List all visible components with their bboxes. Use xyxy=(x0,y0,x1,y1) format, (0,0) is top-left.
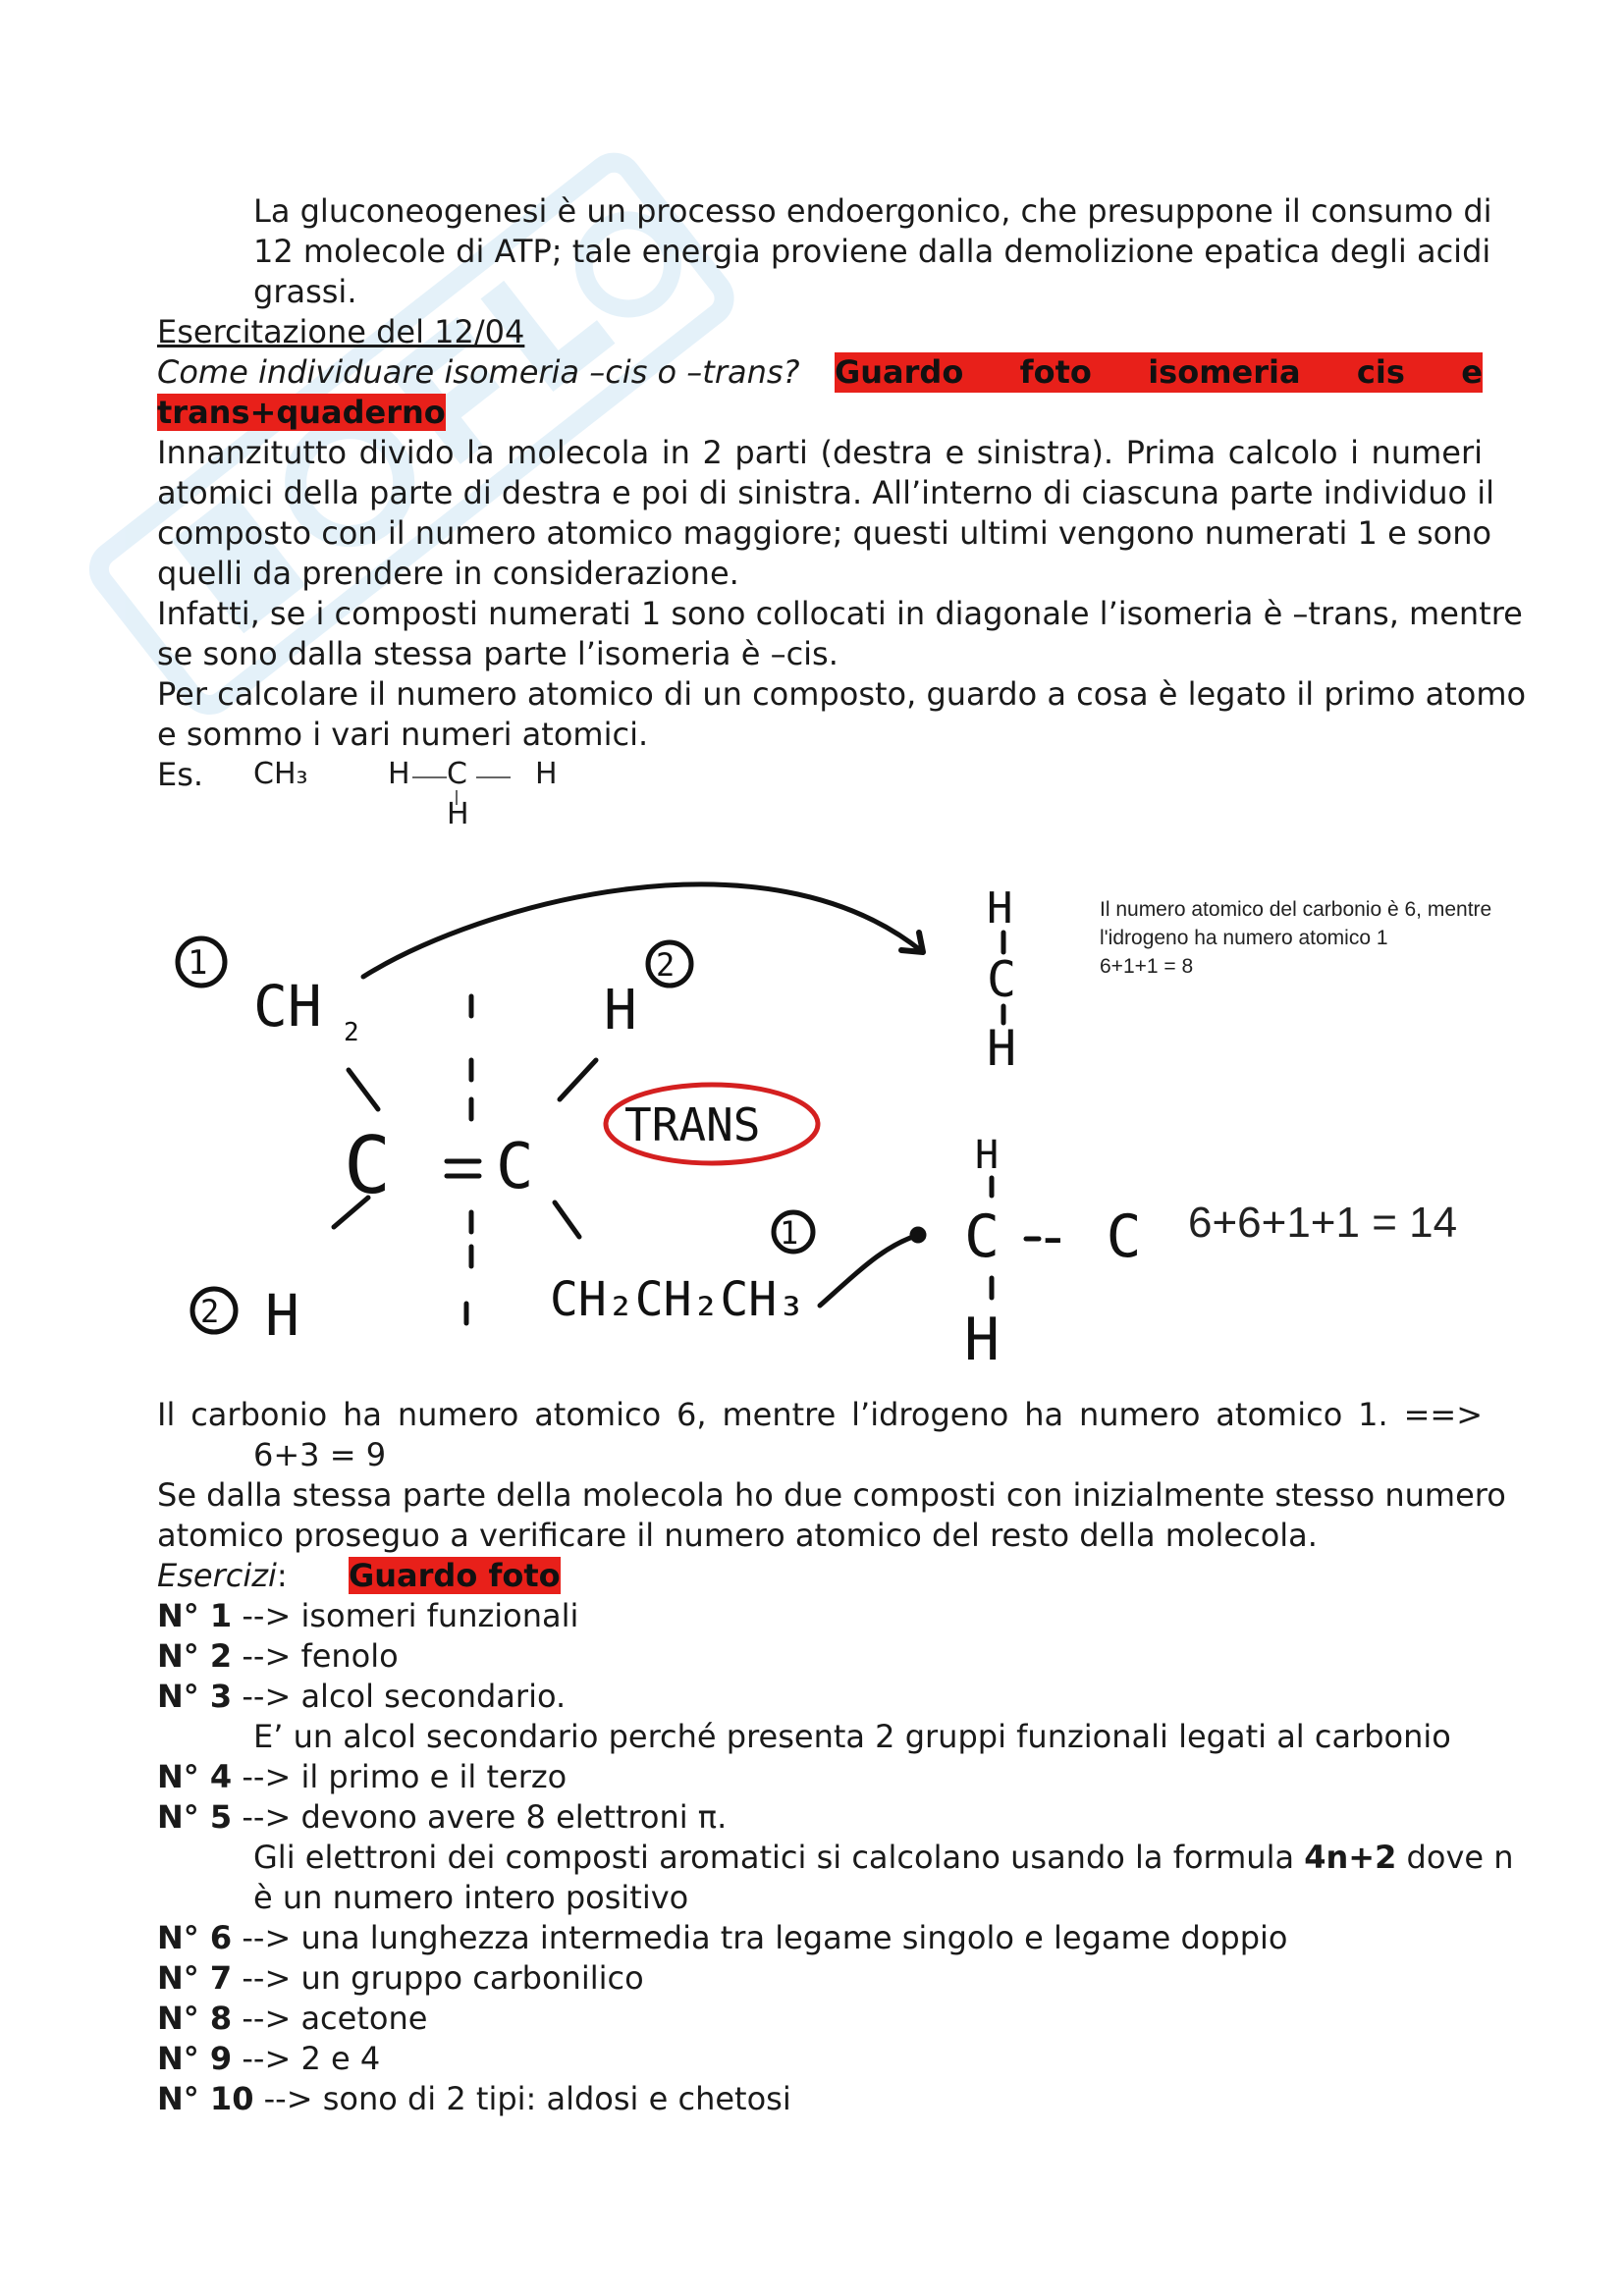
exercises-label: Esercizi xyxy=(157,1557,277,1594)
exercise-item: N° 10 --> sono di 2 tipi: aldosi e chetosi xyxy=(157,2080,791,2117)
para1-line-3: composto con il numero atomico maggiore; questi ultimi vengono numerati 1 e sono xyxy=(157,514,1492,552)
exercise-item: N° 5 --> devono avere 8 elettroni π. xyxy=(157,1798,728,1836)
circle-1-top-label: 1 xyxy=(188,943,208,983)
rs1-h-bottom: H xyxy=(987,1020,1017,1077)
para5-line-1: Se dalla stessa parte della molecola ho due composti con inizialmente stesso numero xyxy=(157,1476,1506,1514)
trans-label: TRANS xyxy=(624,1098,761,1151)
exercise-item: N° 6 --> una lunghezza intermedia tra legame singolo e legame doppio xyxy=(157,1919,1288,1956)
note-line-2: l'idrogeno ha numero atomico 1 xyxy=(1100,927,1388,949)
ch2-subscript: 2 xyxy=(344,1018,359,1047)
example-h-right: H xyxy=(535,757,558,791)
exercise-item: N° 2 --> fenolo xyxy=(157,1637,399,1675)
para1-line-2: atomici della parte di destra e poi di sinistra. All’interno di ciascuna parte individuo il xyxy=(157,474,1495,511)
rs2-h-top: H xyxy=(975,1133,1000,1178)
h-bottom-left: H xyxy=(265,1282,299,1349)
para1-line-1: Innanzitutto divido la molecola in 2 parti (destra e sinistra). Prima calcolo i numeri xyxy=(157,434,1483,471)
chain-text: CH₂CH₂CH₃ xyxy=(550,1272,806,1327)
rs2-c-dash-c: C - C xyxy=(964,1202,1142,1271)
example-bonds xyxy=(407,766,515,815)
exercise-item: N° 3 --> alcol secondario. xyxy=(157,1678,567,1715)
exercise-item: N° 7 --> un gruppo carbonilico xyxy=(157,1959,644,1997)
bottom-arrow xyxy=(820,1235,918,1306)
exercises-highlight: Guardo foto xyxy=(349,1557,561,1594)
exercise-5-note-1: Gli elettroni dei composti aromatici si calcolano usando la formula 4n+2 dove n xyxy=(253,1839,1514,1876)
example-h-left: H xyxy=(388,757,410,791)
circle-1-bottom-label: 1 xyxy=(780,1214,799,1252)
example-h-bottom: H xyxy=(447,797,469,831)
question-text: Come individuare isomeria –cis o –trans? xyxy=(157,353,800,391)
ch2-text: CH xyxy=(253,973,322,1040)
para4-line-1: Il carbonio ha numero atomico 6, mentre l’idrogeno ha numero atomico 1. ==> xyxy=(157,1396,1483,1433)
hl-word: foto xyxy=(1019,353,1092,391)
exercises-colon: : xyxy=(276,1557,288,1594)
example-ch3: CH₃ xyxy=(253,757,308,791)
h-top-right: H xyxy=(604,979,637,1042)
question-highlight-cont: trans+quaderno xyxy=(157,394,446,431)
para5-line-2: atomico proseguo a verificare il numero atomico del resto della molecola. xyxy=(157,1517,1318,1554)
note-line-1: Il numero atomico del carbonio è 6, mentre xyxy=(1100,898,1492,921)
exercise-3-note: E’ un alcol secondario perché presenta 2 gruppi funzionali legati al carbonio xyxy=(253,1718,1451,1755)
intro-line-2: 12 molecole di ATP; tale energia proviene dalla demolizione epatica degli acidi xyxy=(253,233,1491,270)
c-right: C xyxy=(496,1131,534,1203)
rs1-c: C xyxy=(987,951,1017,1008)
circle-2-top-label: 2 xyxy=(656,946,676,984)
rs2-h-bottom: H xyxy=(964,1306,1001,1374)
exercise-item: N° 8 --> acetone xyxy=(157,2000,428,2037)
hl-word: e xyxy=(1461,353,1483,391)
question-highlight xyxy=(835,352,1483,393)
trans-isomer-figure xyxy=(157,854,1512,1384)
hl-word: cis xyxy=(1356,353,1405,391)
para3-line-2: e sommo i vari numeri atomici. xyxy=(157,716,649,753)
para4-line-2: 6+3 = 9 xyxy=(253,1436,387,1473)
exercises-hl-line xyxy=(349,1556,561,1596)
example-c: C xyxy=(447,757,467,791)
question-highlight-cont-line xyxy=(157,393,1483,433)
para2-line-2: se sono dalla stessa parte l’isomeria è –cis. xyxy=(157,635,839,672)
c-left: C xyxy=(344,1120,392,1211)
exercise-item: N° 9 --> 2 e 4 xyxy=(157,2040,381,2077)
exercise-item: N° 1 --> isomeri funzionali xyxy=(157,1597,579,1634)
para3-line-1: Per calcolare il numero atomico di un composto, guardo a cosa è legato il primo atomo xyxy=(157,675,1527,713)
para2-line-1: Infatti, se i composti numerati 1 sono collocati in diagonale l’isomeria è –trans, mentre xyxy=(157,595,1523,632)
rs1-h-top: H xyxy=(987,883,1013,934)
exercise-5-note-2: è un numero intero positivo xyxy=(253,1879,689,1916)
exercise-item: N° 4 --> il primo e il terzo xyxy=(157,1758,568,1795)
intro-line-3: grassi. xyxy=(253,273,357,310)
intro-line-1: La gluconeogenesi è un processo endoergonico, che presuppone il consumo di xyxy=(253,192,1492,230)
circle-2-bottom-label: 2 xyxy=(200,1293,220,1330)
hl-word: Guardo xyxy=(835,353,964,391)
para1-line-4: quelli da prendere in considerazione. xyxy=(157,555,739,592)
hl-word: isomeria xyxy=(1148,353,1301,391)
section-heading: Esercitazione del 12/04 xyxy=(157,313,525,350)
sum-text: 6+6+1+1 = 14 xyxy=(1188,1199,1458,1247)
curved-arrow xyxy=(363,884,923,977)
example-label: Es. xyxy=(157,756,204,793)
note-line-3: 6+1+1 = 8 xyxy=(1100,955,1194,978)
